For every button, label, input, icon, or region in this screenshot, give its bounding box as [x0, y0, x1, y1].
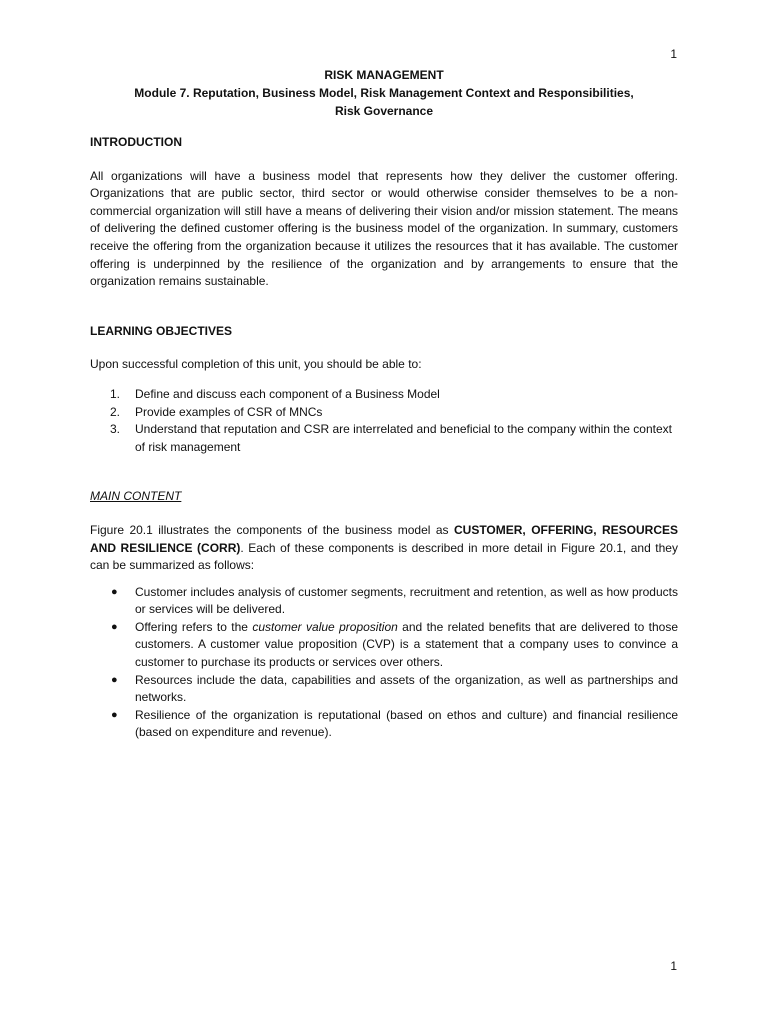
components-list — [90, 584, 678, 742]
bullet-icon: ● — [111, 673, 118, 686]
main-paragraph-text-end: . Each of these components is described in more detail in Figure 20.1, and they can be summarized as follows: — [90, 540, 678, 573]
bullet-text: Offering refers to the — [135, 619, 253, 634]
objective-number: 1. — [110, 386, 121, 401]
bullet-icon: ● — [111, 708, 118, 721]
bullet-emphasis: customer value proposition — [252, 619, 398, 634]
introduction-paragraph: All organizations will have a business model that represents how they deliver the customer offering. Organizations that are public sector, third sector or would otherwise consider themselves to be a non-commercial organization will still have a means of delivering their vision and/or mission statement. The means of delivering the defined customer offering is the business model of the organization. In summary, customers receive the offering from the organization because it utilizes the resources that it has available. The customer offering is underpinned by the resilience of the organization and by arrangements to ensure that the organization remains sustainable. — [90, 168, 678, 289]
objectives-intro: Upon successful completion of this unit, you should be able to: — [90, 357, 422, 372]
introduction-heading: INTRODUCTION — [90, 135, 182, 149]
component-bullet-item — [90, 672, 678, 707]
bullet-text: Resources include the data, capabilities and assets of the organization, as well as partnerships and networks. — [135, 672, 678, 705]
document-title-line2: Module 7. Reputation, Business Model, Risk Management Context and Responsibilities, — [134, 86, 634, 100]
objective-item — [90, 404, 678, 422]
component-bullet-item — [90, 707, 678, 742]
document-body — [90, 66, 678, 742]
main-paragraph-text: Figure 20.1 illustrates the components of the business model as — [90, 522, 454, 537]
objective-text: Understand that reputation and CSR are interrelated and beneficial to the company within the context of risk management — [135, 422, 672, 454]
main-content-heading: MAIN CONTENT — [90, 489, 182, 504]
component-bullet-item — [90, 619, 678, 672]
document-title-line1: RISK MANAGEMENT — [324, 68, 444, 82]
objective-number: 2. — [110, 404, 121, 419]
document-title-line3: Risk Governance — [334, 104, 434, 118]
bullet-text: Customer includes analysis of customer segments, recruitment and retention, as well as how products or services will be delivered. — [135, 584, 678, 617]
objective-number: 3. — [110, 422, 121, 437]
page-number-bottom: 1 — [670, 959, 677, 973]
learning-objectives-heading: LEARNING OBJECTIVES — [90, 323, 233, 338]
objective-item — [90, 386, 678, 404]
component-bullet-item — [90, 584, 678, 619]
bullet-icon: ● — [111, 620, 118, 633]
objective-text: Provide examples of CSR of MNCs — [135, 404, 323, 419]
main-paragraph — [90, 522, 678, 575]
page-number-top: 1 — [670, 47, 677, 61]
objective-text: Define and discuss each component of a Business Model — [135, 386, 440, 401]
bullet-text: Resilience of the organization is reputational (based on ethos and culture) and financial resilience (based on expenditure and revenue). — [135, 707, 678, 740]
corr-emphasis: CUSTOMER, OFFERING, RESOURCES AND RESILIENCE (CORR) — [90, 522, 679, 555]
bullet-icon: ● — [111, 585, 118, 598]
bullet-text-end: and the related benefits that are delivered to those customers. A customer value proposition (CVP) is a statement that a company uses to convince a customer to purchase its products or services over others. — [135, 619, 678, 670]
objective-item — [90, 421, 678, 456]
objectives-list — [90, 386, 678, 456]
